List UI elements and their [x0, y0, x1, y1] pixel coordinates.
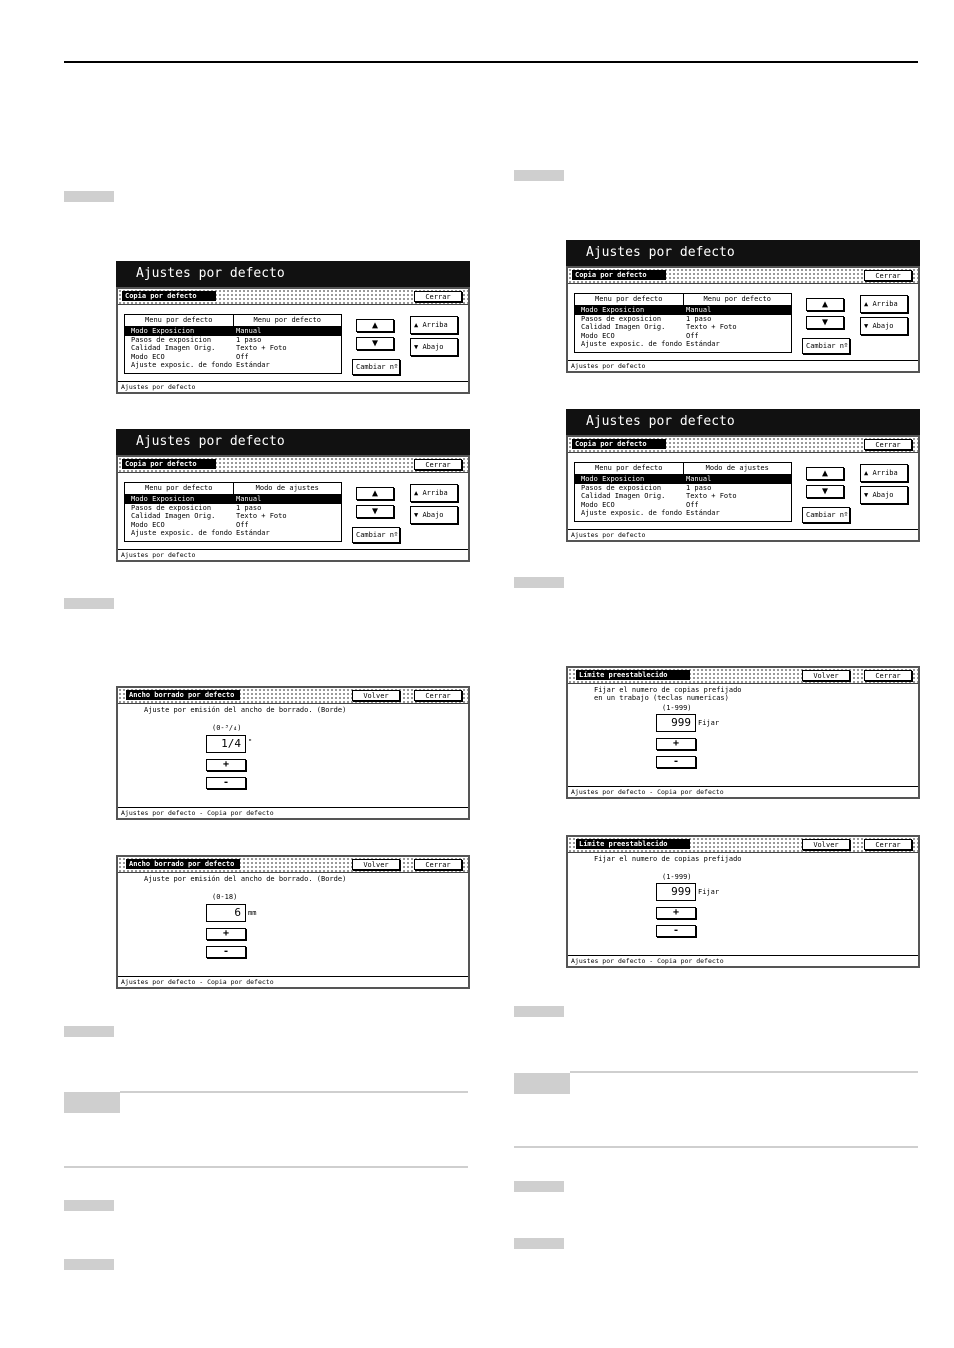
item-label: Ajuste exposic. de fondo [581, 340, 683, 348]
change-number-button[interactable]: Cambiar nº [352, 359, 400, 375]
down-arrow-icon: ▼ [864, 322, 873, 330]
item-value: Estándar [686, 509, 720, 517]
instruction-text: Fijar el numero de copias prefijado [594, 686, 742, 694]
menu-list [124, 314, 342, 374]
list-header [125, 315, 341, 327]
list-item[interactable] [575, 306, 791, 315]
item-label: Modo Exposicion [581, 475, 645, 483]
screen-title-text: Ajustes por defecto [586, 245, 735, 260]
list-item[interactable] [575, 475, 791, 484]
step-marker [64, 1200, 114, 1211]
item-value: 1 paso [686, 483, 712, 492]
screen-title-text: Ajustes por defecto [586, 414, 735, 429]
item-value: Manual [236, 327, 262, 335]
up-arrow-icon: ▲ [414, 489, 423, 497]
up-arrow-icon: ▲ [864, 469, 873, 477]
item-value: Off [236, 520, 249, 529]
step-marker [514, 170, 564, 181]
screen-body [566, 435, 920, 542]
tab-bar [568, 837, 918, 853]
item-label: Modo ECO [131, 352, 165, 361]
list-item[interactable] [125, 495, 341, 504]
note-marker [514, 1073, 570, 1094]
close-button[interactable]: Cerrar [864, 839, 912, 850]
header-rule [64, 61, 918, 63]
item-label: Calidad Imagen Orig. [131, 344, 216, 352]
copy-limit-value[interactable]: 999 [656, 883, 696, 901]
down-arrow-icon: ▼ [414, 343, 423, 351]
list-item[interactable] [575, 332, 791, 341]
up-label: Arriba [872, 469, 898, 477]
screen-body [116, 287, 470, 394]
item-label: Pasos de exposicion [581, 314, 662, 323]
plus-button[interactable]: + [206, 928, 246, 940]
item-value: Texto + Foto [686, 492, 737, 500]
list-item[interactable] [575, 323, 791, 332]
close-button[interactable]: Cerrar [864, 439, 912, 450]
scroll-up-button[interactable]: ▲ [806, 298, 844, 311]
tab-bar [118, 457, 468, 473]
up-arrow-icon: ▲ [414, 321, 423, 329]
minus-button[interactable]: - [656, 925, 696, 937]
status-bar: Ajustes por defecto - Copia por defecto [568, 786, 918, 797]
list-item[interactable] [125, 361, 341, 370]
up-button[interactable] [410, 484, 458, 502]
down-arrow-icon: ▼ [414, 511, 423, 519]
back-button[interactable]: Volver [352, 859, 400, 870]
down-button[interactable] [860, 317, 908, 335]
note-rule [570, 1071, 918, 1073]
up-label: Arriba [422, 321, 448, 329]
list-item[interactable] [125, 521, 341, 530]
item-value: Estándar [686, 340, 720, 348]
tab-preset-limit[interactable]: Límite preestablecido [576, 839, 690, 849]
down-label: Abajo [422, 343, 444, 351]
close-button[interactable]: Cerrar [414, 690, 462, 701]
screen-title-text: Ajustes por defecto [136, 434, 285, 449]
up-button[interactable] [410, 316, 458, 334]
list-item[interactable] [125, 336, 341, 345]
item-value: Manual [236, 495, 262, 503]
tab-copy-defaults[interactable]: Copia por defecto [572, 439, 666, 449]
list-header [125, 483, 341, 495]
back-button[interactable]: Volver [802, 839, 850, 850]
item-value: Texto + Foto [236, 512, 287, 520]
erase-width-value[interactable]: 6 [206, 904, 246, 922]
note-rule [514, 1146, 918, 1148]
step-marker [514, 1238, 564, 1249]
change-number-button[interactable]: Cambiar nº [802, 507, 850, 523]
list-item[interactable] [125, 344, 341, 353]
scroll-down-button[interactable]: ▼ [806, 485, 844, 498]
back-button[interactable]: Volver [352, 690, 400, 701]
item-value: Texto + Foto [686, 323, 737, 331]
change-number-button[interactable]: Cambiar nº [802, 338, 850, 354]
plus-button[interactable]: + [656, 738, 696, 750]
status-bar: Ajustes por defecto - Copia por defecto [568, 955, 918, 966]
step-marker [514, 1181, 564, 1192]
instruction-text: Fijar el numero de copias prefijado [594, 855, 742, 863]
up-label: Arriba [872, 300, 898, 308]
close-button[interactable]: Cerrar [414, 859, 462, 870]
tab-bar [118, 857, 468, 873]
down-label: Abajo [422, 511, 444, 519]
erase-width-value[interactable]: 1/4 [206, 735, 246, 753]
up-button[interactable] [860, 464, 908, 482]
item-label: Calidad Imagen Orig. [581, 323, 666, 331]
tab-bar [568, 268, 918, 284]
menu-list [574, 462, 792, 522]
scroll-down-button[interactable]: ▼ [356, 505, 394, 518]
item-value: Estándar [236, 529, 270, 537]
step-marker [514, 577, 564, 588]
item-label: Modo ECO [581, 331, 615, 340]
col-header: Menu por defecto [575, 463, 684, 474]
preset-limit-screen-1 [566, 666, 920, 799]
screen-title [116, 429, 470, 455]
col-header: Menu por defecto [125, 315, 234, 326]
item-label: Modo Exposicion [131, 495, 195, 503]
col-header: Menu por defecto [125, 483, 234, 494]
defaults-screen-3 [566, 240, 920, 373]
item-value: 1 paso [236, 503, 262, 512]
item-label: Ajuste exposic. de fondo [131, 529, 233, 537]
set-label: Fijar [698, 888, 720, 896]
tab-bar [118, 289, 468, 305]
list-item[interactable] [125, 529, 341, 538]
preset-limit-screen-2 [566, 835, 920, 968]
item-value: 1 paso [686, 314, 712, 323]
minus-button[interactable]: - [206, 777, 246, 789]
status-bar: Ajustes por defecto [118, 549, 468, 560]
tab-copy-defaults[interactable]: Copia por defecto [572, 270, 666, 280]
scroll-down-button[interactable]: ▼ [806, 316, 844, 329]
note-rule [120, 1091, 468, 1093]
instruction-text: Ajuste por emisión del ancho de borrado. (Borde) [144, 875, 347, 883]
tab-copy-defaults[interactable]: Copia por defecto [122, 291, 216, 301]
item-label: Calidad Imagen Orig. [131, 512, 216, 520]
status-bar: Ajustes por defecto [568, 529, 918, 540]
col-header: Modo de ajustes [255, 484, 319, 492]
item-value: Manual [686, 306, 712, 314]
minus-button[interactable]: - [206, 946, 246, 958]
defaults-screen-1 [116, 261, 470, 394]
step-marker [64, 1026, 114, 1037]
up-label: Arriba [422, 489, 448, 497]
menu-list [124, 482, 342, 542]
screen-title [566, 240, 920, 266]
step-marker [64, 191, 114, 202]
erase-width-screen-inch [116, 686, 470, 820]
item-value: Texto + Foto [236, 344, 287, 352]
tab-bar [568, 668, 918, 684]
list-item[interactable] [125, 353, 341, 362]
down-button[interactable] [410, 506, 458, 524]
list-item[interactable] [575, 501, 791, 510]
minus-button[interactable]: - [656, 756, 696, 768]
item-value: Manual [686, 475, 712, 483]
down-button[interactable] [410, 338, 458, 356]
scroll-up-button[interactable]: ▲ [356, 319, 394, 332]
range-label: (0-³/₄) [212, 724, 242, 732]
screen-title [116, 261, 470, 287]
list-item[interactable] [575, 340, 791, 349]
col-header: Menu por defecto [253, 316, 321, 324]
instruction-text: Ajuste por emisión del ancho de borrado. (Borde) [144, 706, 347, 714]
status-bar: Ajustes por defecto [118, 381, 468, 392]
close-button[interactable]: Cerrar [414, 459, 462, 470]
close-button[interactable]: Cerrar [414, 291, 462, 302]
list-item[interactable] [575, 492, 791, 501]
item-label: Ajuste exposic. de fondo [131, 361, 233, 369]
item-label: Modo ECO [581, 500, 615, 509]
defaults-screen-2 [116, 429, 470, 562]
item-value: Off [686, 331, 699, 340]
defaults-screen-4 [566, 409, 920, 542]
up-button[interactable] [860, 295, 908, 313]
tab-erase-width[interactable]: Ancho borrado por defecto [126, 859, 240, 869]
item-value: Off [236, 352, 249, 361]
screen-title [566, 409, 920, 435]
step-marker [64, 598, 114, 609]
item-value: 1 paso [236, 335, 262, 344]
item-value: Off [686, 500, 699, 509]
item-label: Modo ECO [131, 520, 165, 529]
list-item[interactable] [575, 484, 791, 493]
note-rule [64, 1166, 468, 1168]
down-arrow-icon: ▼ [864, 491, 873, 499]
scroll-down-button[interactable]: ▼ [356, 337, 394, 350]
list-header [575, 463, 791, 475]
item-label: Ajuste exposic. de fondo [581, 509, 683, 517]
down-label: Abajo [872, 491, 894, 499]
range-label: (1-999) [662, 704, 692, 712]
tab-bar [118, 688, 468, 704]
col-header: Menu por defecto [703, 295, 771, 303]
list-item[interactable] [575, 315, 791, 324]
copy-limit-value[interactable]: 999 [656, 714, 696, 732]
list-item[interactable] [125, 327, 341, 336]
item-label: Modo Exposicion [131, 327, 195, 335]
item-value: Estándar [236, 361, 270, 369]
status-bar: Ajustes por defecto [568, 360, 918, 371]
scroll-up-button[interactable]: ▲ [356, 487, 394, 500]
screen-body [116, 455, 470, 562]
tab-bar [568, 437, 918, 453]
tab-copy-defaults[interactable]: Copia por defecto [122, 459, 216, 469]
down-label: Abajo [872, 322, 894, 330]
instruction-text-2: en un trabajo (teclas numericas) [594, 694, 729, 702]
item-label: Pasos de exposicion [581, 483, 662, 492]
unit-label: " [248, 738, 253, 746]
screen-title-text: Ajustes por defecto [136, 266, 285, 281]
item-label: Pasos de exposicion [131, 503, 212, 512]
up-arrow-icon: ▲ [864, 300, 873, 308]
close-button[interactable]: Cerrar [864, 270, 912, 281]
set-label: Fijar [698, 719, 720, 727]
col-header: Modo de ajustes [705, 464, 769, 472]
plus-button[interactable]: + [206, 759, 246, 771]
tab-preset-limit[interactable]: Límite preestablecido [576, 670, 690, 680]
item-label: Calidad Imagen Orig. [581, 492, 666, 500]
status-bar: Ajustes por defecto - Copia por defecto [118, 976, 468, 987]
range-label: (0-18) [212, 893, 238, 901]
list-header [575, 294, 791, 306]
plus-button[interactable]: + [656, 907, 696, 919]
erase-width-screen-mm [116, 855, 470, 989]
menu-list [574, 293, 792, 353]
list-item[interactable] [125, 512, 341, 521]
range-label: (1-999) [662, 873, 692, 881]
step-marker [514, 1006, 564, 1017]
scroll-up-button[interactable]: ▲ [806, 467, 844, 480]
item-label: Modo Exposicion [581, 306, 645, 314]
tab-erase-width[interactable]: Ancho borrado por defecto [126, 690, 240, 700]
change-number-button[interactable]: Cambiar nº [352, 527, 400, 543]
col-header: Menu por defecto [575, 294, 684, 305]
status-bar: Ajustes por defecto - Copia por defecto [118, 807, 468, 818]
note-marker [64, 1092, 120, 1113]
list-item[interactable] [125, 504, 341, 513]
screen-body [566, 266, 920, 373]
back-button[interactable]: Volver [802, 670, 850, 681]
item-label: Pasos de exposicion [131, 335, 212, 344]
step-marker [64, 1259, 114, 1270]
close-button[interactable]: Cerrar [864, 670, 912, 681]
list-item[interactable] [575, 509, 791, 518]
unit-label: mm [248, 909, 257, 917]
down-button[interactable] [860, 486, 908, 504]
